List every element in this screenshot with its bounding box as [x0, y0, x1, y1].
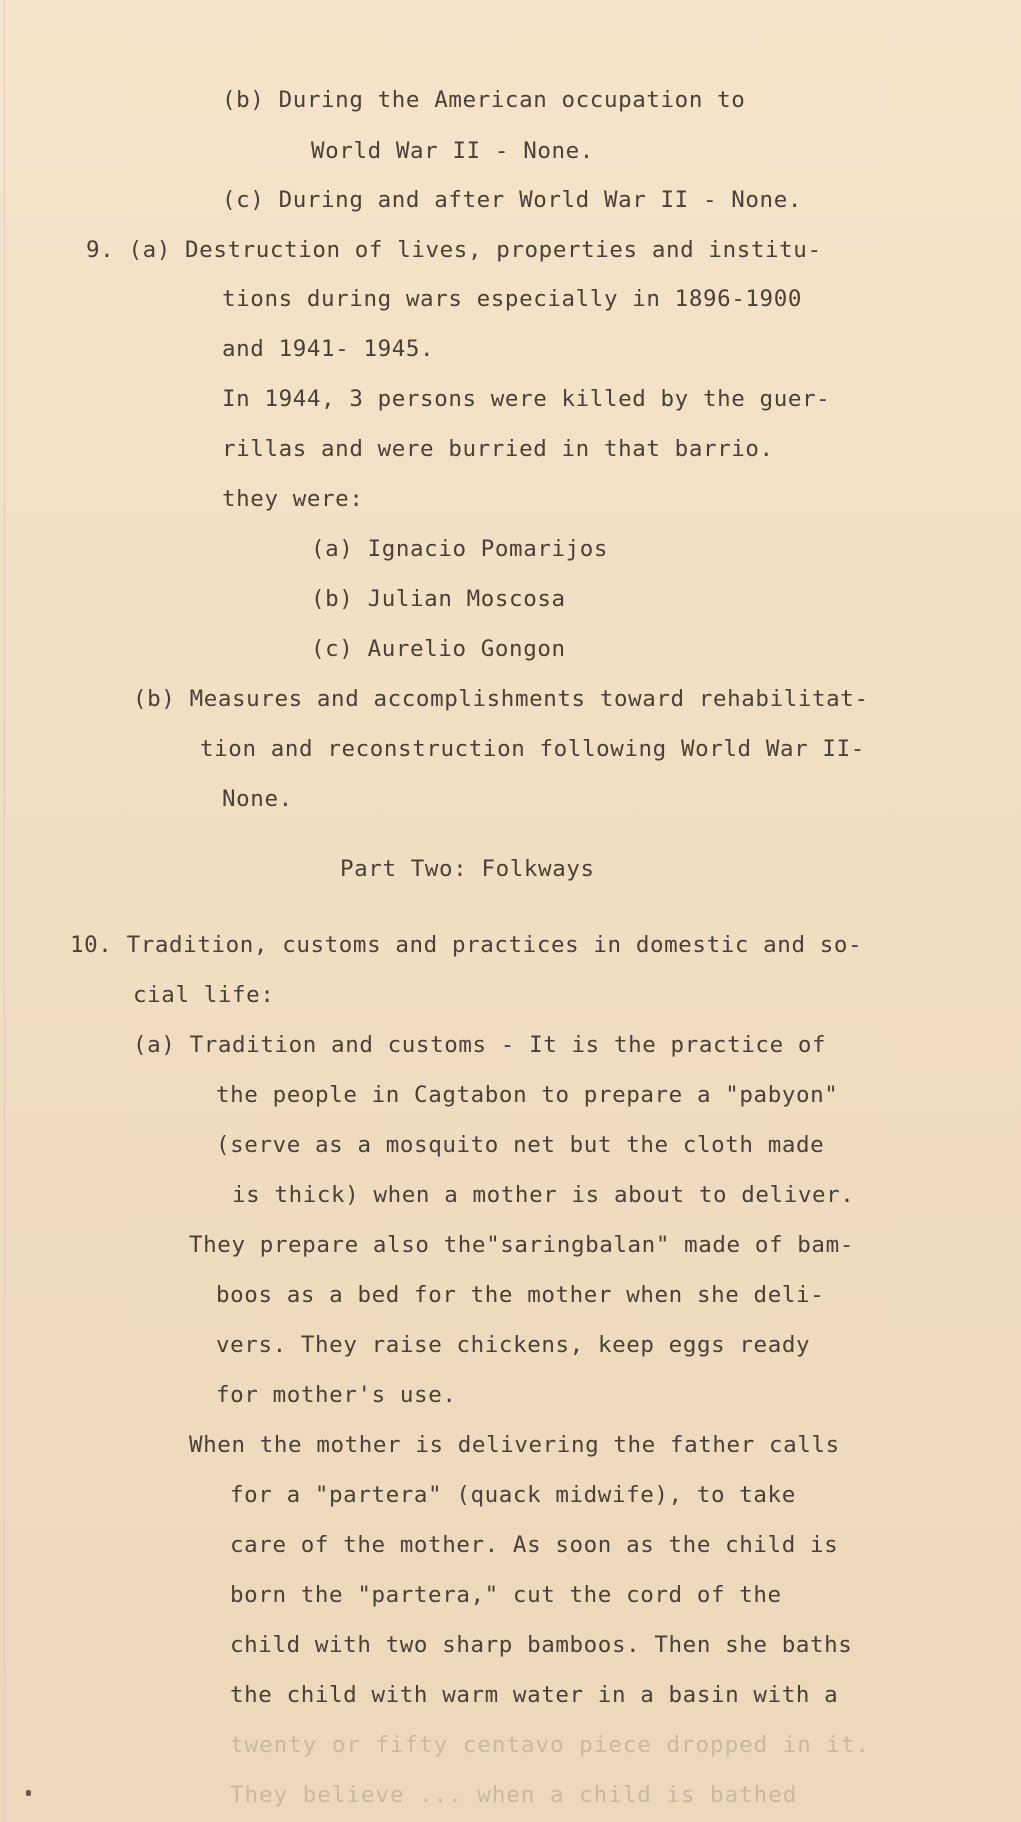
text-line: (serve as a mosquito net but the cloth made — [216, 1132, 825, 1158]
text-line: None. — [222, 786, 293, 812]
text-line: In 1944, 3 persons were killed by the guer- — [222, 386, 831, 412]
text-line: and 1941- 1945. — [222, 336, 435, 362]
text-line: (a) Tradition and customs - It is the practice of — [133, 1032, 827, 1058]
text-line: care of the mother. As soon as the child is — [230, 1532, 839, 1558]
text-line: (b) Julian Moscosa — [311, 586, 566, 612]
text-line: the child with warm water in a basin with a — [230, 1682, 839, 1708]
text-line: World War II - None. — [311, 138, 594, 164]
text-line: for mother's use. — [216, 1382, 457, 1408]
text-line: child with two sharp bamboos. Then she baths — [230, 1632, 853, 1658]
faded-text-line: twenty or fifty centavo piece dropped in it. — [230, 1732, 871, 1758]
text-line: 10. Tradition, customs and practices in domestic and so- — [70, 932, 863, 958]
ink-speck — [26, 1790, 31, 1796]
text-line: for a "partera" (quack midwife), to take — [230, 1482, 796, 1508]
text-line: born the "partera," cut the cord of the — [230, 1582, 782, 1608]
text-line: the people in Cagtabon to prepare a "pabyon" — [216, 1082, 839, 1108]
text-line: rillas and were burried in that barrio. — [222, 436, 774, 462]
text-line: tion and reconstruction following World War II- — [200, 736, 865, 762]
text-line: (b) During the American occupation to — [222, 87, 746, 113]
text-line: (c) Aurelio Gongon — [311, 636, 566, 662]
faded-text-line: They believe ... when a child is bathed — [230, 1782, 798, 1808]
text-line: they were: — [222, 486, 364, 512]
text-line: (c) During and after World War II - None. — [222, 187, 802, 213]
text-line: 9. (a) Destruction of lives, properties and institu- — [86, 237, 822, 263]
text-line: (b) Measures and accomplishments toward rehabilitat- — [133, 686, 869, 712]
text-line: is thick) when a mother is about to deliver. — [232, 1182, 855, 1208]
text-line: (a) Ignacio Pomarijos — [311, 536, 609, 562]
text-line: cial life: — [133, 982, 275, 1008]
margin-rule — [4, 0, 5, 1822]
section-heading: Part Two: Folkways — [340, 856, 595, 882]
text-line: tions during wars especially in 1896-1900 — [222, 286, 802, 312]
text-line: vers. They raise chickens, keep eggs ready — [216, 1332, 811, 1358]
text-line: They prepare also the"saringbalan" made of bam- — [189, 1232, 854, 1258]
text-line: When the mother is delivering the father calls — [189, 1432, 840, 1458]
text-line: boos as a bed for the mother when she deli- — [216, 1282, 825, 1308]
